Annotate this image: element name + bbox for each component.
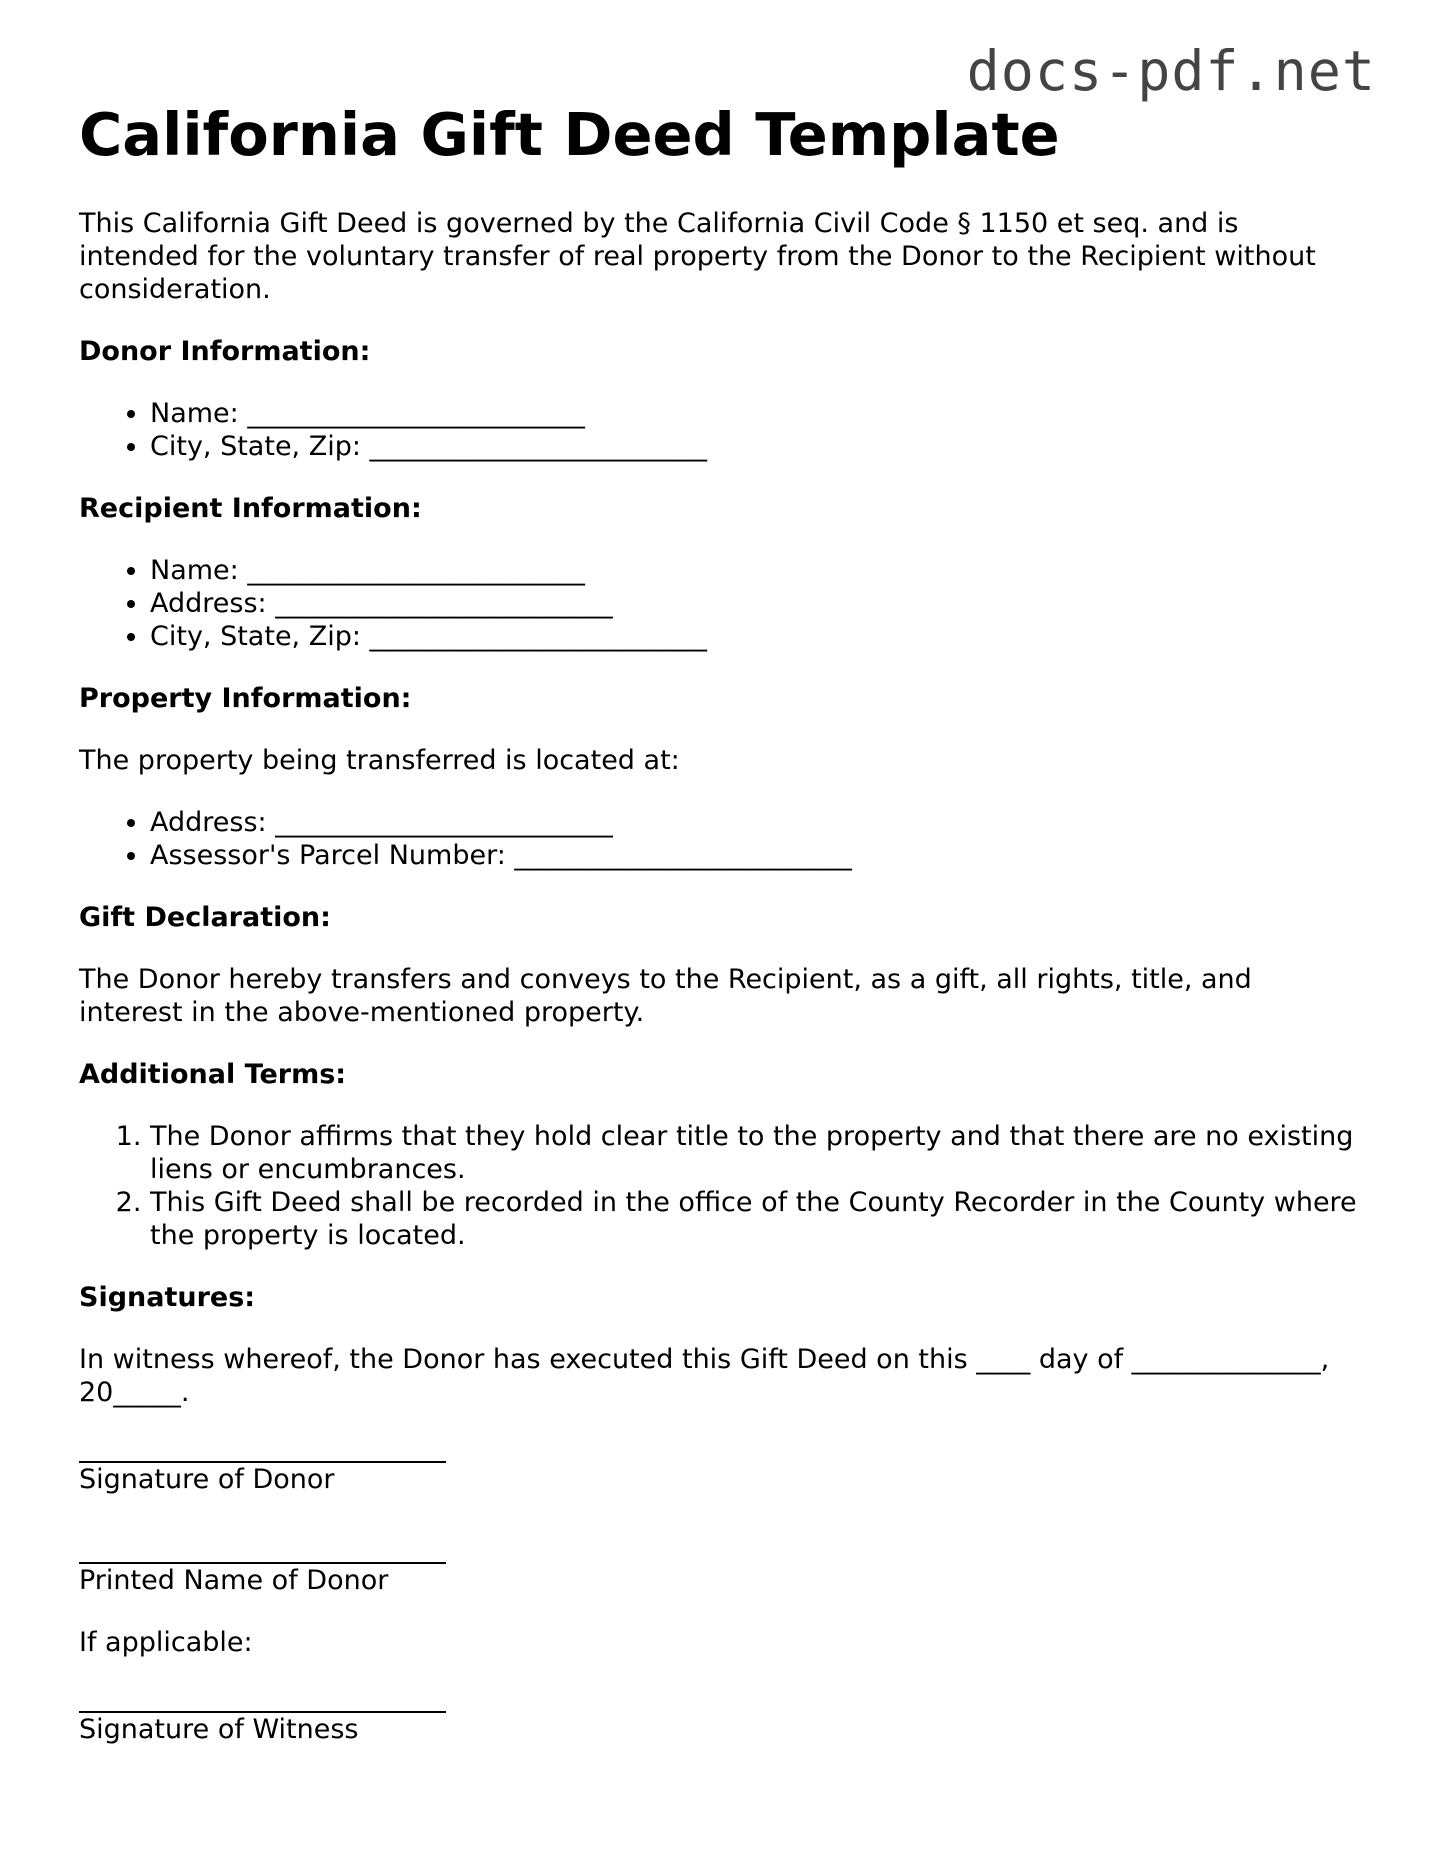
donor-printed-block [79,1539,1359,1597]
signatures-heading: Signatures: [79,1282,256,1313]
property-parcel-item: • Assessor's Parcel Number: _________________________ [150,839,1359,872]
document-title: California Gift Deed Template [79,100,1060,169]
recipient-city-item: • City, State, Zip: _________________________ [150,620,1359,653]
terms-item: 2. This Gift Deed shall be recorded in the office of the County Recorder in the County where the property is located. [150,1186,1359,1252]
property-intro: The property being transferred is located at: [79,745,680,776]
terms-list [79,1120,1359,1252]
witness-signature-line[interactable] [79,1688,446,1713]
if-applicable-text: If applicable: [79,1627,253,1658]
witness-signature-label: Signature of Witness [79,1714,359,1745]
property-address-item: • Address: _________________________ [150,806,1359,839]
donor-name-item: • Name: _________________________ [150,397,1359,430]
recipient-list [79,554,1359,653]
intro-paragraph: This California Gift Deed is governed by the California Civil Code § 1150 et seq. and is intended for the voluntary transfer of real property from the Donor to the Recipient without consideration. [79,208,1316,305]
terms-item: 1. The Donor affirms that they hold clear title to the property and that there are no existing liens or encumbrances. [150,1120,1359,1186]
gift-paragraph: The Donor hereby transfers and conveys to the Recipient, as a gift, all rights, title, and interest in the above-mentioned property. [79,964,1252,1028]
donor-heading: Donor Information: [79,336,371,367]
donor-signature-line[interactable] [79,1438,446,1463]
donor-list [79,397,1359,463]
property-list [79,806,1359,872]
donor-signature-block [79,1438,1359,1496]
recipient-name-item: • Name: _________________________ [150,554,1359,587]
witness-paragraph: In witness whereof, the Donor has executed this Gift Deed on this ____ day of ______________, 20_____. [79,1344,1330,1408]
document-page [79,100,1359,1746]
donor-city-item: • City, State, Zip: _________________________ [150,430,1359,463]
terms-heading: Additional Terms: [79,1059,347,1090]
donor-printed-line[interactable] [79,1539,446,1564]
recipient-address-item: • Address: _________________________ [150,587,1359,620]
donor-printed-label: Printed Name of Donor [79,1565,389,1596]
gift-heading: Gift Declaration: [79,902,331,933]
witness-signature-block [79,1688,1359,1746]
property-heading: Property Information: [79,683,412,714]
donor-signature-label: Signature of Donor [79,1464,335,1495]
watermark: docs-pdf.net [966,39,1376,103]
recipient-heading: Recipient Information: [79,493,422,524]
